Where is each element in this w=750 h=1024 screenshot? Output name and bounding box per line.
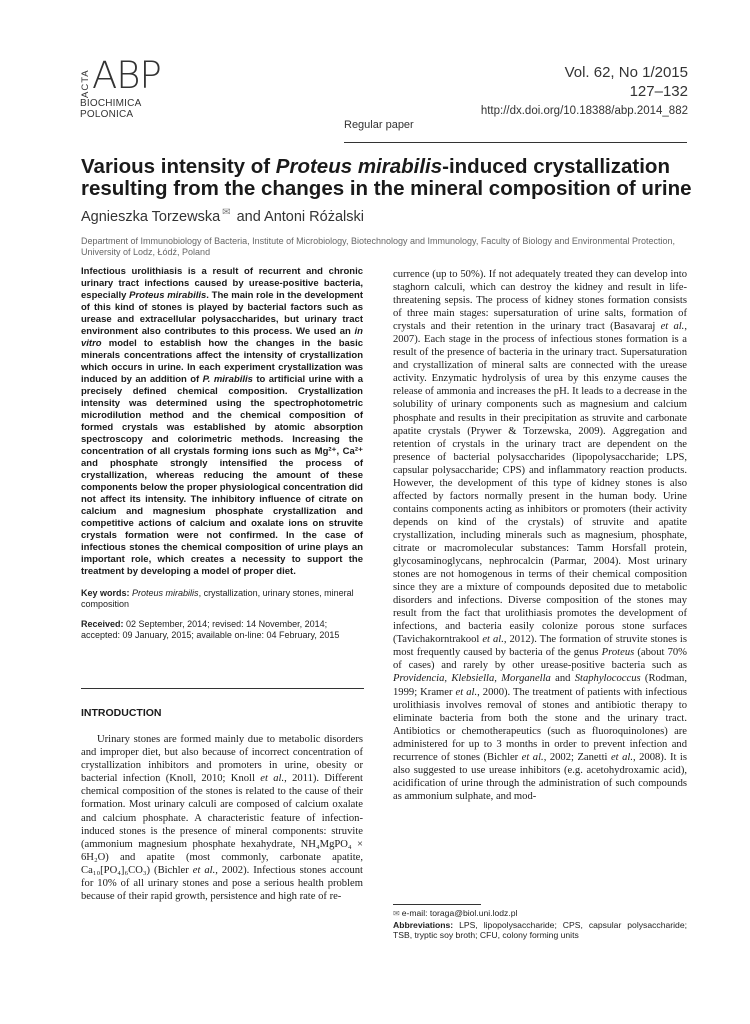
footnote-abbreviations: Abbreviations: LPS, lipopolysaccharide; CPS, capsular polysaccharide; TSB, tryptic soy broth; CFU, colony forming units — [393, 919, 687, 940]
author-torzewska[interactable]: Agnieszka Torzewska — [81, 208, 221, 225]
doi-link[interactable]: http://dx.doi.org/10.18388/abp.2014_882 — [480, 105, 688, 117]
abstract: Infectious urolithiasis is a result of recurrent and chronic urinary tract infections caused by urease-positive bacteria, especially Proteus mirabilis. The main role in the development of this kind of stones is played by bacterial factors such as urease and extracellular polysaccharides, but urinary tract environment also contributes to this process. We used an in vitro model to establish how the changes in the basic minerals concentrations affect the intensity of crystallization which occurs in urine. In each experiment crystallization was induced by an addition of P. mirabilis to artificial urine with a precisely defined chemical composition. Crystallization intensity was determined using the spectrophotometric microdilution method and the chemical composition of formed crystals was established by atomic absorption spectroscopy and colorimetric methods. Increasing the concentration of all crystals forming ions such as Mg²⁺, Ca²⁺ and phosphate strongly intensified the process of crystallization, whereas reducing the amount of these components below the proper physiological concentration did not affect its intensity. The inhibitory influence of citrate on calcium and magnesium phosphate crystallization and competitive actions of calcium and oxalate ions on struvite crystals formation were not confirmed. In the case of infectious stones the chemical composition of urine plays an important role, which creates a necessity to support the treatment by developing a model of proper diet. — [81, 266, 363, 577]
footnote-email: ✉ e-mail: toraga@biol.uni.lodz.pl — [393, 908, 518, 918]
envelope-icon[interactable]: ✉ — [222, 207, 231, 218]
envelope-icon: ✉ — [393, 909, 400, 918]
introduction-paragraph: Urinary stones are formed mainly due to metabolic disorders and improper diet, but also because of incorrect concentration of crystallization inhibitors and promoters in urine, obesity or bacterial infection (Knoll, 2010; Knoll et al., 2011). Different chemical composition of the stones is related to the cause of their formation. Most urinary calculi are composed of calcium oxalate and calcium phosphate. A characteristic feature of infection-induced stones is the presence of mineral components: struvite (ammonium magnesium phosphate hexahydrate, NH₄MgPO₄ × 6H₂O) and apatite (most commonly, carbonate apatite, Ca₁₀[PO₄]₆CO₃) (Bichler et al., 2002). Infectious stones account for 10% of all urinary stones and pose a serious health problem because of their rapid growth, persistence and high rate of re- — [81, 734, 364, 903]
page-range: 127–132 — [629, 83, 688, 100]
section-heading-introduction: INTRODUCTION — [81, 707, 162, 719]
journal-logo — [80, 54, 161, 120]
abstract-divider — [81, 688, 364, 689]
footnote-divider — [393, 904, 481, 905]
logo-acta: ACTA — [80, 69, 91, 98]
article-dates: Received: 02 September, 2014; revised: 14 November, 2014; accepted: 09 January, 2015; available on-line: 04 February, 2015 — [81, 619, 340, 640]
footnote — [393, 908, 687, 941]
keywords: Key words: Proteus mirabilis, crystallization, urinary stones, mineral composition — [81, 588, 354, 609]
affiliation: Department of Immunobiology of Bacteria, Institute of Microbiology, Biotechnology and Immunology, Faculty of Biology and Environmental Protection, University of Lodz, Łódź, Poland — [81, 236, 675, 257]
volume: Vol. 62, No 1/2015 — [564, 64, 688, 81]
right-column-text: currence (up to 50%). If not adequately treated they can develop into staghorn calculi, which can destroy the kidney and result in life-threatening sepsis. The process of kidney stones formation consists of three main stages: supersaturation of urine salts, formation of crystals and their retention in the urinary tract (Basavaraj et al., 2007). Each stage in the process of infectious stones formation is a result of the presence of bacteria in the urinary tract. Supersaturation and crystallization of mineral salts are connected with the urease activity. Enzymatic hydrolysis of urea by this enzyme causes the release of ammonia and increases the pH. It leads to a decrease in the solubility of urinary components such as magnesium and calcium phosphate and results in their precipitation as struvite and carbonate apatite crystals (Prywer & Torzewska, 2009). Aggregation and retention of crystals in the urinary tract are dependent on the presence of bacterial polysaccharides (lipopolysaccharide; LPS, capsular polysaccharide; CPS) and inflammatory reaction products. However, the development of this type of kidney stones is also affected by factors normally present in the human body. Urine contains components acting as inhibitors or promoters (their activity depends on kind of the crystals) of struvite and apatite crystallization, including minerals such as magnesium, phosphate, citrate or macromolecular substances: Tamm Horsfall protein, glycosaminoglycans, nephrocalcin (Parmar, 2004). Most urinary stones are not homogenous in terms of their chemical composition since they are a mixture of compounds deposited due to metabolic disorders and infections. Diverse composition of the stones may result from the fact that urolithiasis promotes the development of infections, and bacteria easily colonize porous stone surfaces (Tavichakorntrakool et al., 2012). The formation of struvite stones is most frequently caused by bacteria of the genus Proteus (about 70% of cases) and rarely by other urease-positive bacteria such as Providencia, Klebsiella, Morganella and Staphylococcus (Rodman, 1999; Kramer et al., 2000). The treatment of patients with infectious urolithiasis involves removal of stones and antibiotic therapy to eliminate bacteria from both the stone and the urinary tract. Antibiotics or chemotherapeutics (such as fluoroquinolones) are administered for up to 3 months in order to prevent infection and recurrence of stones (Bichler et al., 2002; Zanetti et al., 2008). It is also suggested to use urease inhibitors (e.g. acetohydroxamic acid), acidification of urine through the administration of such compounds as ammonium sulphate, and mod- — [393, 269, 688, 802]
header-divider — [344, 142, 687, 143]
left-column — [81, 266, 363, 641]
author-list — [81, 207, 364, 225]
paper-type: Regular paper — [344, 119, 414, 131]
logo-polonica: POLONICA — [80, 109, 134, 120]
logo-abp: ABP — [92, 54, 161, 97]
author-separator: and — [236, 208, 261, 225]
article-title: Various intensity of Proteus mirabilis-induced crystallization resulting from the changes in the mineral composition of urine — [81, 155, 692, 200]
logo-biochimica: BIOCHIMICA — [80, 98, 142, 109]
journal-info — [481, 63, 688, 120]
author-rozalski[interactable]: Antoni Różalski — [264, 208, 364, 225]
